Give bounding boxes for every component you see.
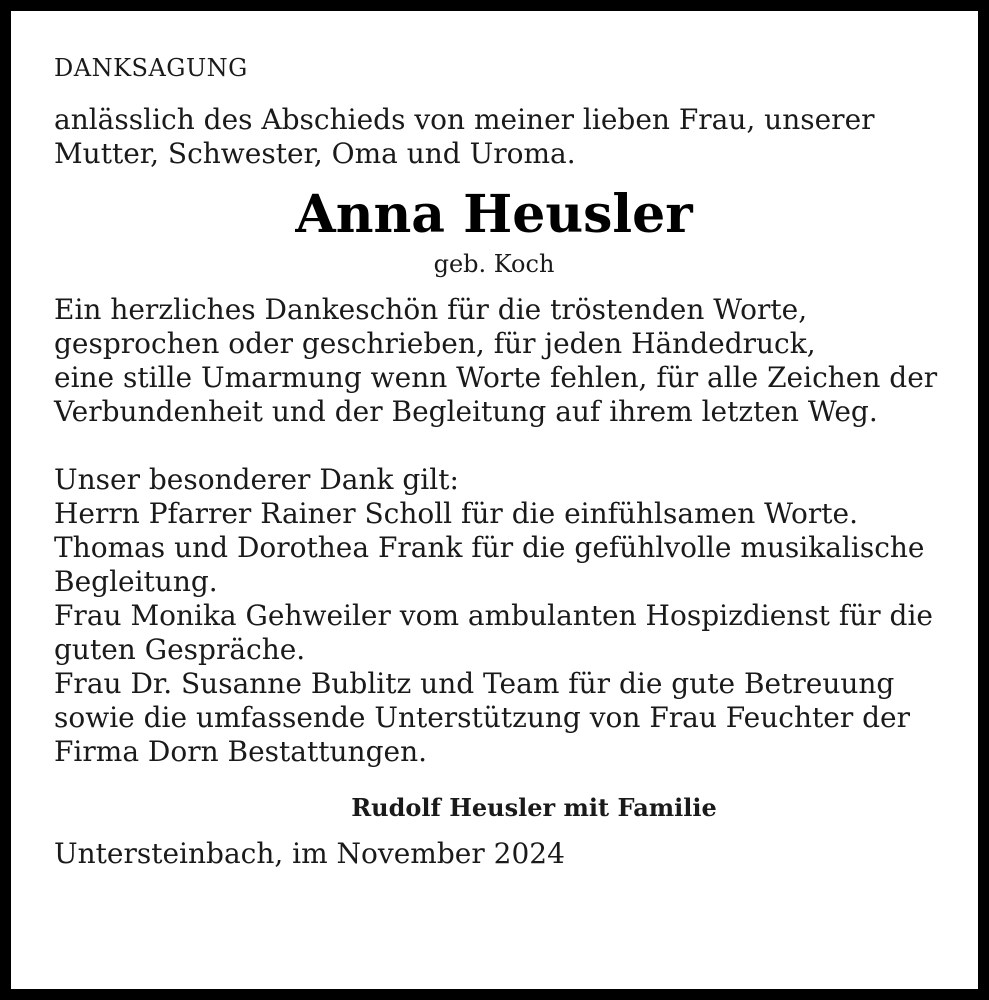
deceased-name: Anna Heusler [295,184,693,245]
special-thanks-paragraph [54,463,934,769]
notice-heading: DANKSAGUNG [54,54,248,82]
special-thanks-line: Begleitung. [54,565,218,598]
intro-line: anlässlich des Abschieds von meiner lieben Frau, unserer [54,103,875,136]
special-thanks-line: Herrn Pfarrer Rainer Scholl für die einfühlsamen Worte. [54,497,858,530]
signature: Rudolf Heusler mit Familie [351,793,717,822]
thanks-line: Verbundenheit und der Begleitung auf ihrem letzten Weg. [54,395,878,428]
thanks-paragraph [54,293,938,429]
special-thanks-line: Frau Monika Gehweiler vom ambulanten Hospizdienst für die [54,599,933,632]
thanks-line: gesprochen oder geschrieben, für jeden Händedruck, [54,327,816,360]
intro-text [54,103,934,171]
special-thanks-line: Frau Dr. Susanne Bublitz und Team für die gute Betreuung [54,667,895,700]
place-date: Untersteinbach, im November 2024 [54,837,565,870]
special-thanks-line: guten Gespräche. [54,633,306,666]
special-thanks-line: Unser besonderer Dank gilt: [54,463,459,496]
intro-line: Mutter, Schwester, Oma und Uroma. [54,137,576,170]
thanks-line: Ein herzliches Dankeschön für die tröstenden Worte, [54,293,808,326]
special-thanks-line: sowie die umfassende Unterstützung von Frau Feuchter der [54,701,910,734]
special-thanks-line: Firma Dorn Bestattungen. [54,735,427,768]
birth-name: geb. Koch [433,250,555,278]
notice-content [54,51,938,871]
paragraph-gap [54,429,934,463]
special-thanks-line: Thomas und Dorothea Frank für die gefühlvolle musikalische [54,531,925,564]
thanks-line: eine stille Umarmung wenn Worte fehlen, für alle Zeichen der [54,361,938,394]
